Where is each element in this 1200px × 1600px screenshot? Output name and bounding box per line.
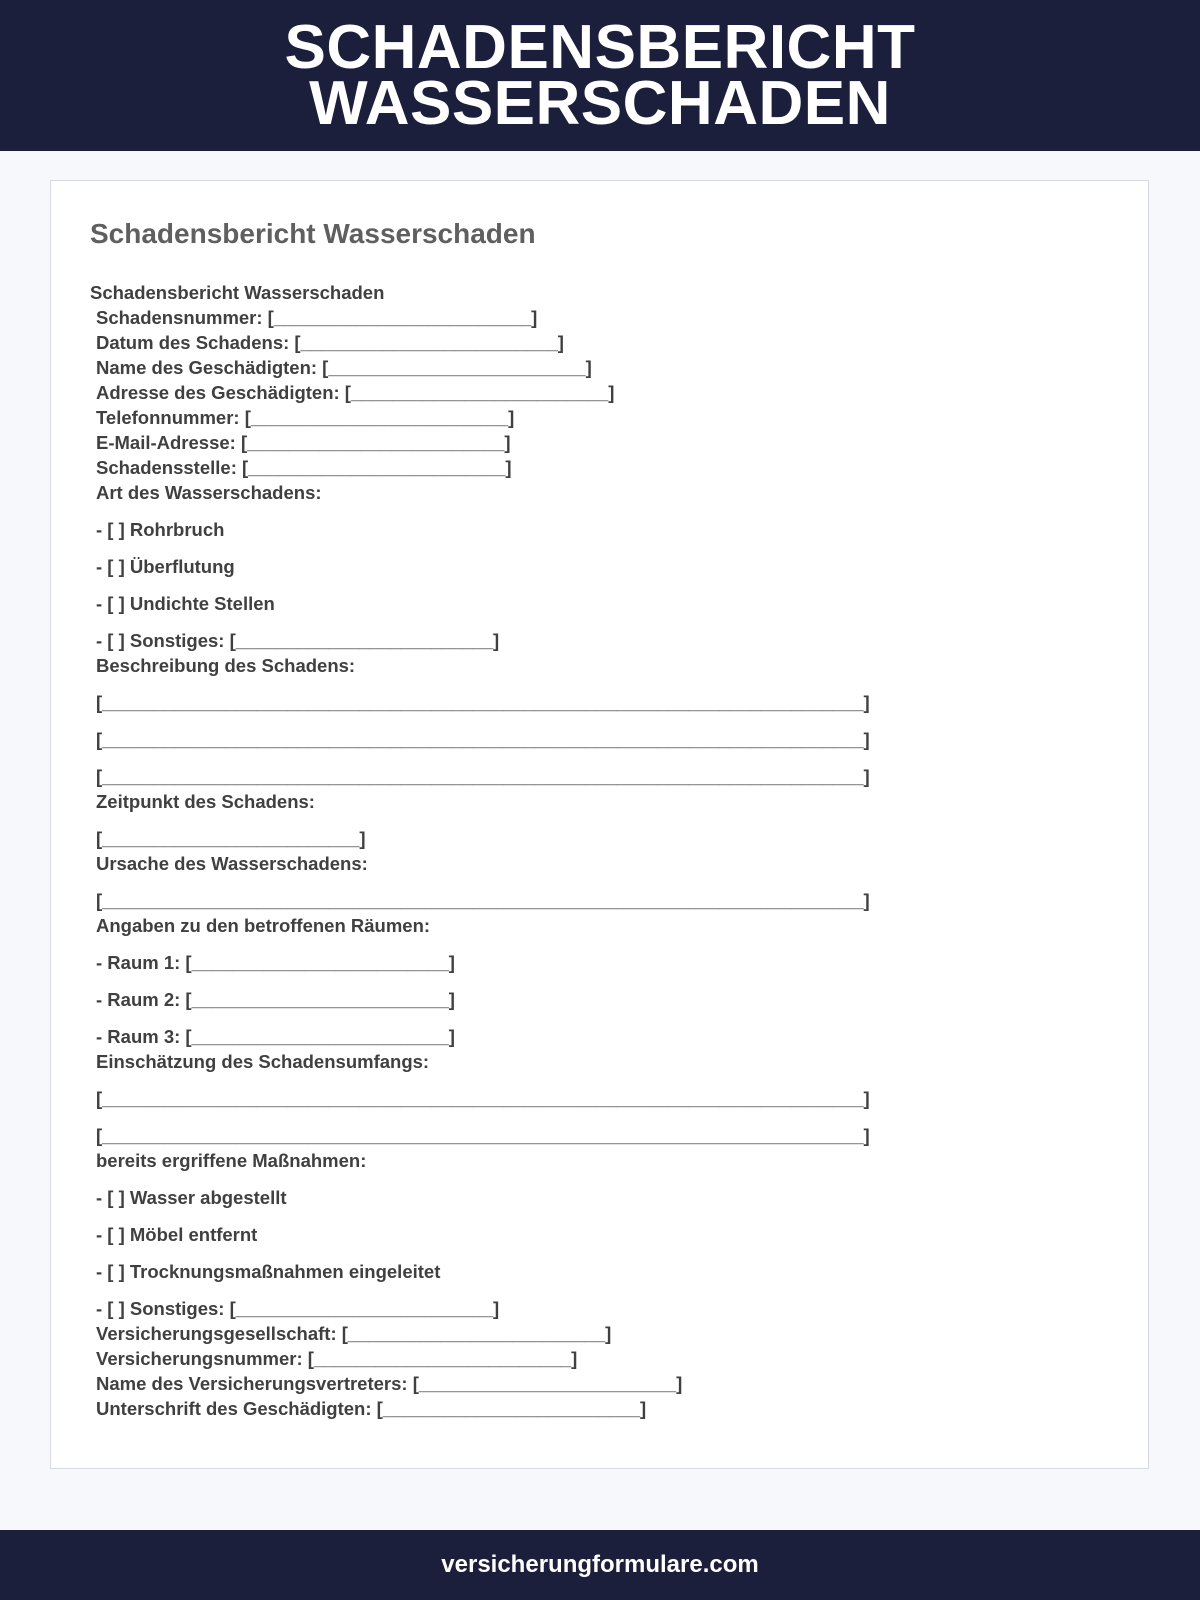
form-line: Zeitpunkt des Schadens:	[96, 791, 315, 812]
form-line: - Raum 1: [_________________________]	[96, 952, 455, 973]
form-line: [__________________________________________________________________________]	[96, 766, 870, 787]
form-line: [__________________________________________________________________________]	[96, 729, 870, 750]
form-line: Unterschrift des Geschädigten: [_________________________]	[96, 1398, 647, 1419]
banner-title-line-2: WASSERSCHADEN	[309, 68, 891, 138]
form-line: Name des Geschädigten: [_________________________]	[96, 357, 592, 378]
footer-site-link[interactable]: versicherungformulare.com	[441, 1551, 759, 1578]
form-line: - [ ] Überflutung	[96, 556, 235, 577]
form-line: - [ ] Rohrbruch	[96, 519, 225, 540]
form-line: - [ ] Sonstiges: [_________________________]	[96, 1298, 500, 1319]
form-heading: Schadensbericht Wasserschaden	[90, 282, 385, 303]
form-line: Telefonnummer: [_________________________]	[96, 407, 515, 428]
form-body	[90, 280, 1110, 1421]
form-line: Angaben zu den betroffenen Räumen:	[96, 915, 431, 936]
footer-bar	[0, 1530, 1200, 1600]
form-line: Versicherungsnummer: [_________________________]	[96, 1348, 578, 1369]
form-line: bereits ergriffene Maßnahmen:	[96, 1150, 367, 1171]
form-line: Ursache des Wasserschadens:	[96, 853, 368, 874]
form-line: - [ ] Wasser abgestellt	[96, 1187, 287, 1208]
form-line: [__________________________________________________________________________]	[96, 1088, 870, 1109]
form-line: Einschätzung des Schadensumfangs:	[96, 1051, 430, 1072]
form-line: Adresse des Geschädigten: [_________________________]	[96, 382, 615, 403]
form-line: - Raum 2: [_________________________]	[96, 989, 455, 1010]
banner-title-line-1: SCHADENSBERICHT	[284, 12, 916, 82]
form-line: Name des Versicherungsvertreters: [_________________________]	[96, 1373, 683, 1394]
document-title: Schadensbericht Wasserschaden	[90, 218, 536, 249]
form-line: [__________________________________________________________________________]	[96, 1125, 870, 1146]
form-line: Versicherungsgesellschaft: [_________________________]	[96, 1323, 612, 1344]
form-line: [_________________________]	[96, 828, 366, 849]
form-line: [__________________________________________________________________________]	[96, 890, 870, 911]
form-line: Datum des Schadens: [_________________________]	[96, 332, 564, 353]
form-line: - Raum 3: [_________________________]	[96, 1026, 455, 1047]
form-line: - [ ] Trocknungsmaßnahmen eingeleitet	[96, 1261, 441, 1282]
form-line: - [ ] Sonstiges: [_________________________]	[96, 630, 500, 651]
form-line: [__________________________________________________________________________]	[96, 692, 870, 713]
form-line: Art des Wasserschadens:	[96, 482, 322, 503]
form-line: Schadensnummer: [_________________________]	[96, 307, 538, 328]
form-line: Schadensstelle: [_________________________]	[96, 457, 512, 478]
form-line: E-Mail-Adresse: [_________________________]	[96, 432, 511, 453]
document-card	[50, 180, 1149, 1469]
form-line: Beschreibung des Schadens:	[96, 655, 356, 676]
title-banner	[0, 0, 1200, 151]
form-line: - [ ] Möbel entfernt	[96, 1224, 258, 1245]
form-line: - [ ] Undichte Stellen	[96, 593, 275, 614]
